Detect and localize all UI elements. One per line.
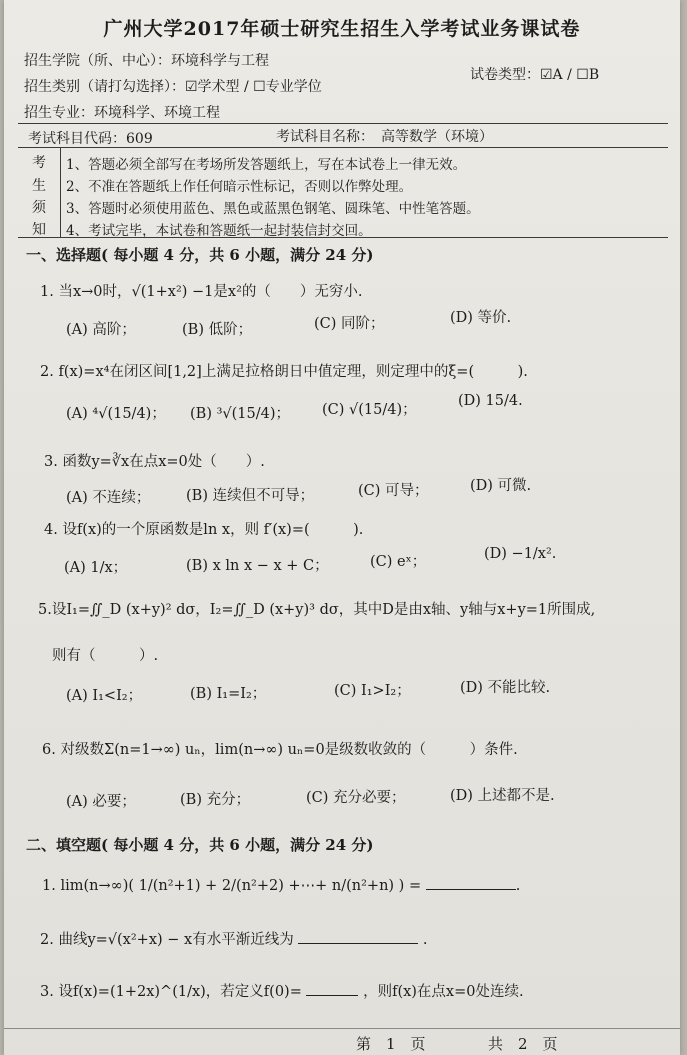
notice-side-char: 须 bbox=[32, 200, 46, 216]
notice-item: 2、不准在答题纸上作任何暗示性标记，否则以作弊处理。 bbox=[66, 179, 413, 195]
fill-q1-text: 1. lim(n→∞)( 1/(n²+1) + 2/(n²+2) +⋯+ n/(n²+n) ) = bbox=[42, 878, 422, 894]
notice-item: 4、考试完毕，本试卷和答题纸一起封装信封交回。 bbox=[66, 223, 372, 239]
notice-side-char: 知 bbox=[32, 222, 46, 238]
q5-option-b: (B) I₁=I₂； bbox=[190, 686, 267, 702]
subject-name: 考试科目名称： 高等数学（环境） bbox=[276, 129, 493, 145]
question-5-stem: 5.设I₁=∬_D (x+y)² dσ，I₂=∬_D (x+y)³ dσ，其中D是由x轴、y轴与x+y=1所围成, bbox=[38, 602, 596, 618]
fill-q2-blank[interactable] bbox=[298, 943, 418, 944]
page-total: 共 2 页 bbox=[488, 1035, 558, 1053]
subject-code: 考试科目代码：609 bbox=[28, 131, 153, 147]
q3-option-b: (B) 连续但不可导； bbox=[186, 488, 315, 504]
major-line: 招生专业：环境科学、环境工程 bbox=[24, 105, 220, 121]
q6-option-a: (A) 必要； bbox=[66, 794, 136, 810]
fill-q3 bbox=[40, 980, 524, 1001]
fill-q3-text-tail: ，则f(x)在点x=0处连续. bbox=[363, 984, 524, 1000]
q5-option-c: (C) I₁>I₂； bbox=[334, 683, 411, 699]
section2-heading: 二、填空题( 每小题 4 分，共 6 小题，满分 24 分) bbox=[26, 836, 374, 854]
school-line: 招生学院（所、中心）：环境科学与工程 bbox=[24, 53, 269, 69]
fill-q3-blank[interactable] bbox=[306, 995, 358, 996]
q4-option-a: (A) 1/x； bbox=[64, 560, 128, 576]
q6-option-d: (D) 上述都不是. bbox=[450, 788, 555, 804]
page-number: 第 1 页 bbox=[356, 1035, 426, 1053]
question-5-stem-cont: 则有（ ）. bbox=[52, 648, 159, 664]
notice-side-char: 生 bbox=[32, 178, 46, 194]
section1-heading: 一、选择题( 每小题 4 分，共 6 小题，满分 24 分) bbox=[26, 246, 374, 264]
q1-option-a: (A) 高阶； bbox=[66, 322, 136, 338]
fill-q3-text: 3. 设f(x)=(1+2x)^(1/x)，若定义f(0)= bbox=[40, 984, 302, 1000]
q3-option-d: (D) 可微. bbox=[470, 478, 532, 494]
exam-title: 广州大学2017年硕士研究生招生入学考试业务课试卷 bbox=[103, 18, 581, 40]
q2-option-a: (A) ⁴√(15/4)； bbox=[66, 406, 166, 422]
q4-option-d: (D) −1/x². bbox=[484, 546, 557, 562]
fill-q2: 2. 曲线y=√(x²+x) − x有水平渐近线为 . bbox=[40, 932, 428, 948]
q6-option-b: (B) 充分； bbox=[180, 792, 251, 808]
fill-q1: 1. lim(n→∞)( 1/(n²+1) + 2/(n²+2) +⋯+ n/(n²+n) ) = . bbox=[42, 878, 521, 894]
q2-option-c: (C) √(15/4)； bbox=[322, 402, 417, 418]
footer-divider bbox=[4, 1028, 680, 1029]
header-divider bbox=[18, 123, 668, 124]
q1-option-d: (D) 等价. bbox=[450, 310, 512, 326]
fill-q2-text: 2. 曲线y=√(x²+x) − x有水平渐近线为 bbox=[40, 932, 294, 948]
question-3-stem: 3. 函数y=∛x在点x=0处（ ）. bbox=[44, 454, 265, 470]
q3-option-c: (C) 可导； bbox=[358, 483, 429, 499]
question-6-stem: 6. 对级数Σ(n=1→∞) uₙ，lim(n→∞) uₙ=0是级数收敛的（ ）条件. bbox=[42, 742, 518, 758]
notice-item: 3、答题时必须使用蓝色、黑色或蓝黑色钢笔、圆珠笔、中性笔答题。 bbox=[66, 201, 480, 217]
q1-option-b: (B) 低阶； bbox=[182, 322, 253, 338]
q2-option-d: (D) 15/4. bbox=[458, 393, 523, 409]
q3-option-a: (A) 不连续； bbox=[66, 490, 151, 506]
question-4-stem: 4. 设f(x)的一个原函数是ln x，则 f′(x)=( ). bbox=[44, 522, 364, 538]
question-2-stem: 2. f(x)=x⁴在闭区间[1,2]上满足拉格朗日中值定理，则定理中的ξ=( ). bbox=[40, 364, 528, 380]
notice-side-char: 考 bbox=[32, 155, 46, 171]
fill-q1-blank[interactable] bbox=[426, 889, 516, 890]
category-line: 招生类别（请打勾选择）：☑学术型 / ☐专业学位 bbox=[24, 79, 322, 95]
question-1-stem: 1. 当x→0时，√(1+x²) −1是x²的（ ）无穷小. bbox=[40, 284, 363, 300]
q1-option-c: (C) 同阶； bbox=[314, 316, 385, 332]
q5-option-d: (D) 不能比较. bbox=[460, 680, 551, 696]
paper-type-line: 试卷类型：☑A / ☐B bbox=[470, 67, 600, 83]
q5-option-a: (A) I₁<I₂； bbox=[66, 688, 143, 704]
q4-option-c: (C) eˣ； bbox=[370, 554, 427, 570]
exam-sheet bbox=[4, 0, 680, 1055]
q2-option-b: (B) ³√(15/4)； bbox=[190, 406, 291, 422]
q6-option-c: (C) 充分必要； bbox=[306, 790, 406, 806]
q4-option-b: (B) x ln x − x + C； bbox=[186, 558, 329, 574]
notice-item: 1、答题必须全部写在考场所发答题纸上，写在本试卷上一律无效。 bbox=[66, 157, 467, 173]
